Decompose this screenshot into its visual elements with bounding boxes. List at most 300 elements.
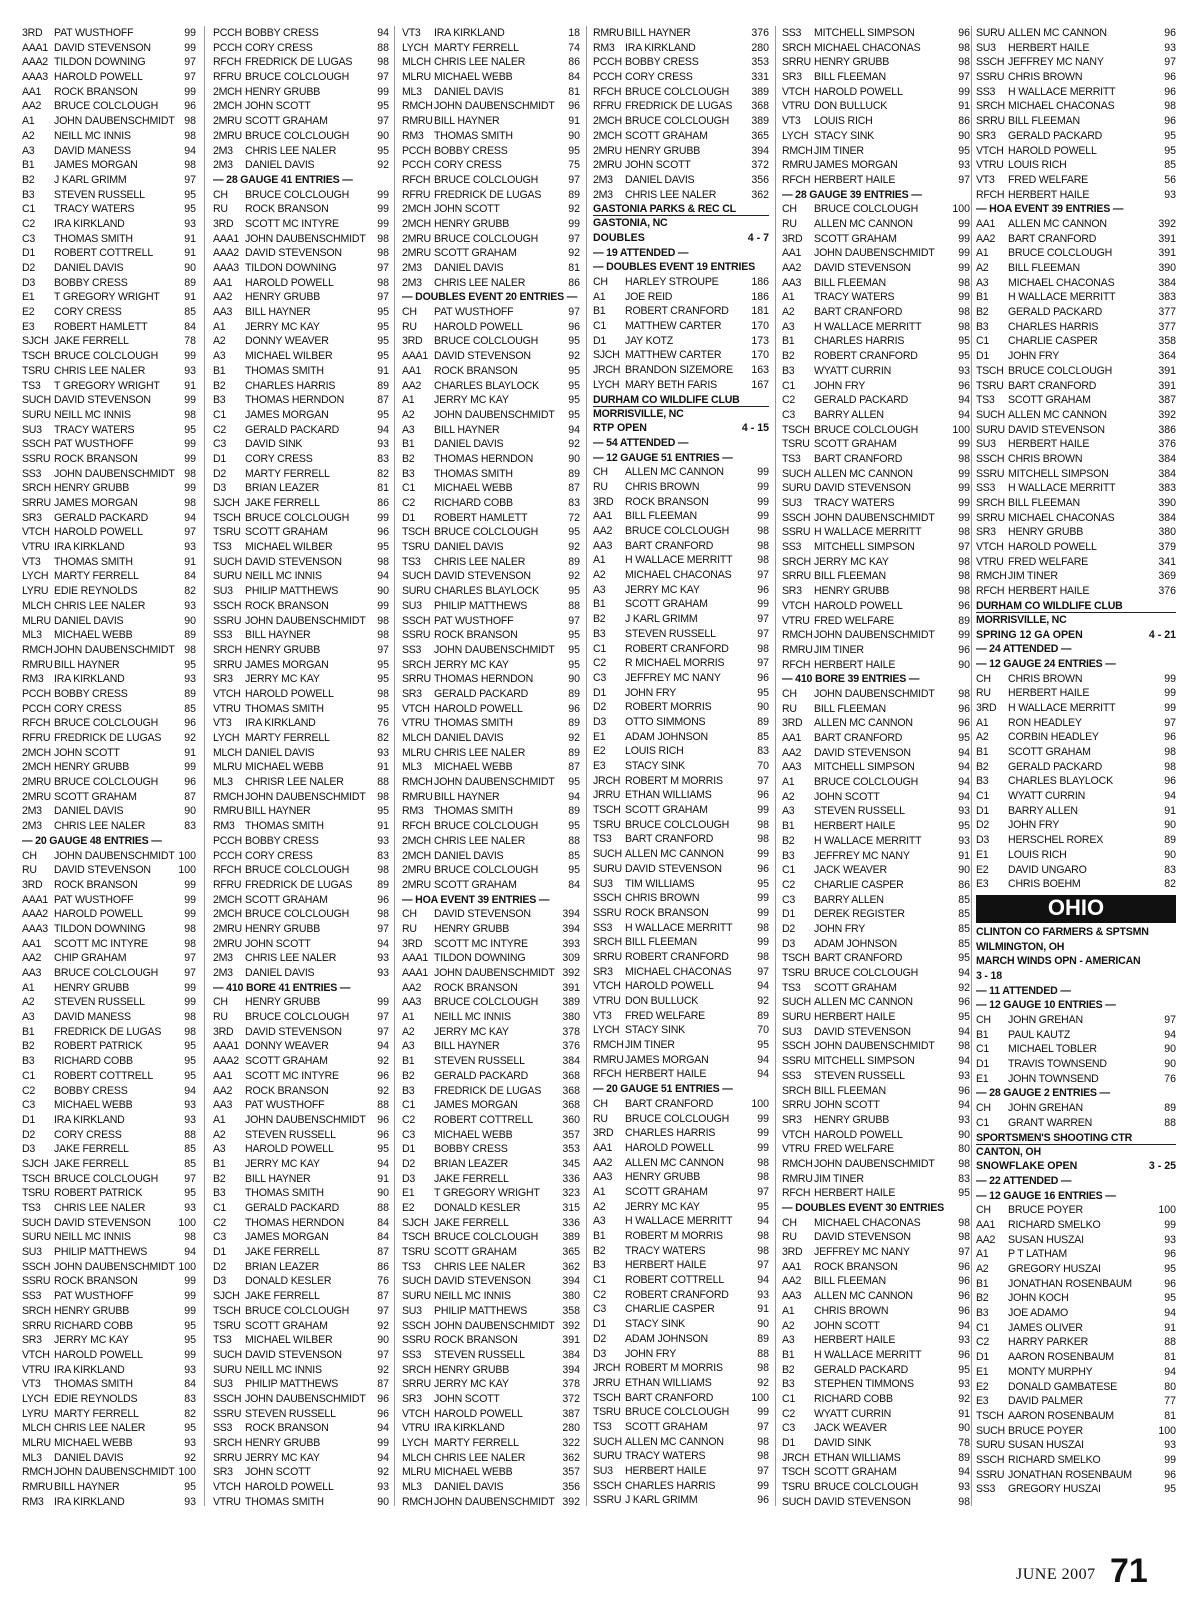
score: 90	[757, 1318, 769, 1331]
shooter-name: GERALD PACKARD	[1008, 760, 1103, 773]
class-code: B3	[782, 849, 795, 862]
shooter-name: JERRY MC KAY	[434, 1025, 509, 1038]
shooter-name: GREGORY HUSZAI	[1008, 1263, 1101, 1275]
class-code: PCCH	[593, 71, 622, 84]
result-row	[402, 1421, 580, 1436]
class-code: D2	[22, 1128, 35, 1141]
shooter-name: HERBERT HAILE	[1008, 41, 1090, 54]
class-code: MLCH	[402, 56, 431, 69]
shooter-name: ROCK BRANSON	[434, 364, 518, 377]
class-code: AA2	[22, 952, 42, 965]
class-code: SSCH	[22, 438, 51, 451]
result-row	[22, 261, 196, 276]
result-row	[213, 702, 389, 717]
shooter-name: JAMES MORGAN	[625, 1053, 709, 1066]
shooter-name: JERRY MC KAY	[625, 583, 700, 596]
class-code: TSRU	[782, 967, 810, 979]
score: 97	[184, 71, 196, 84]
shooter-name: BILL HAYNER	[434, 790, 500, 803]
class-code: LYCH	[402, 41, 429, 54]
class-code: D2	[782, 922, 795, 935]
score: 93	[958, 805, 970, 818]
class-code: SUCH	[782, 996, 811, 1009]
score: 94	[958, 790, 970, 803]
result-row	[402, 334, 580, 349]
shooter-name: SCOTT GRAHAM	[1008, 394, 1091, 407]
class-code: SSRU	[22, 1275, 51, 1288]
score: 100	[1158, 1204, 1176, 1217]
score: 92	[568, 541, 580, 554]
result-row	[402, 716, 580, 731]
results-column-5	[782, 26, 970, 1526]
class-code: SS3	[976, 85, 996, 98]
shooter-name: BARRY ALLEN	[1008, 804, 1078, 817]
result-row	[402, 672, 580, 687]
class-code: RMRU	[213, 805, 244, 818]
score: 94	[377, 1157, 389, 1170]
score: 88	[1164, 1116, 1176, 1129]
shooter-name: HERBERT HAILE	[1008, 438, 1090, 451]
shooter-name: JOHN DAUBENSCHMIDT	[434, 408, 555, 421]
class-code: 2MRU	[593, 144, 622, 157]
class-code: AA3	[782, 276, 802, 289]
result-row	[593, 26, 769, 41]
result-row	[213, 1054, 389, 1069]
score: 99	[184, 908, 196, 921]
score: 99	[958, 629, 970, 642]
score: 98	[377, 555, 389, 568]
result-row	[782, 1039, 970, 1054]
score: 93	[958, 364, 970, 377]
shooter-name: BRUCE COLCLOUGH	[245, 908, 350, 921]
result-row	[213, 1186, 389, 1201]
score: 391	[1158, 364, 1176, 377]
score: 94	[958, 967, 970, 979]
class-code: RMRU	[593, 1053, 624, 1066]
score: 96	[377, 526, 389, 539]
class-code: TSCH	[782, 952, 810, 965]
score: 91	[184, 247, 196, 260]
shooter-name: JOHN DAUBENSCHMIDT	[814, 687, 935, 700]
result-row	[213, 540, 389, 555]
class-code: A1	[213, 320, 226, 333]
score: 392	[1158, 408, 1176, 421]
class-code: 2MCH	[22, 761, 51, 774]
score: 89	[568, 746, 580, 759]
score: 170	[751, 320, 769, 333]
shooter-name: DAVID UNGARO	[1008, 863, 1087, 876]
result-row	[213, 276, 389, 291]
score: 97	[377, 71, 389, 84]
shooter-name: LOUIS RICH	[814, 115, 873, 128]
class-code: SU3	[593, 877, 613, 890]
score: 331	[751, 71, 769, 84]
score: 94	[757, 1068, 769, 1081]
shooter-name: ROCK BRANSON	[54, 878, 138, 891]
shooter-name: ROBERT COTTRELL	[54, 247, 154, 260]
score: 94	[568, 790, 580, 803]
score: 97	[958, 541, 970, 554]
class-code: PCCH	[213, 41, 242, 54]
class-code: SJCH	[22, 335, 49, 348]
result-row	[22, 452, 196, 467]
class-code: AAA1	[213, 232, 239, 245]
class-code: SS3	[213, 629, 233, 642]
class-code: RM3	[593, 41, 615, 54]
event-heading: — 19 ATTENDED —	[593, 246, 689, 259]
class-code: VT3	[593, 1009, 612, 1022]
result-row	[213, 423, 389, 438]
score: 76	[1164, 1072, 1176, 1085]
score: 97	[377, 262, 389, 274]
score: 391	[1158, 379, 1176, 392]
score: 98	[757, 539, 769, 552]
shooter-name: HAROLD POWELL	[245, 1481, 334, 1494]
shooter-name: CHARLES HARRIS	[814, 335, 905, 348]
class-code: VTRU	[22, 1363, 50, 1376]
class-code: D3	[22, 1143, 35, 1156]
shooter-name: JERRY MC KAY	[245, 1157, 320, 1170]
shoot-info: GASTONIA, NC	[593, 217, 668, 230]
score: 83	[184, 1392, 196, 1405]
score: 96	[757, 789, 769, 802]
score: 95	[1164, 1483, 1176, 1496]
result-row	[782, 1421, 970, 1436]
score: 70	[757, 760, 769, 772]
shooter-name: CHRIS LEE NALER	[434, 834, 526, 847]
shooter-name: MICHAEL WEBB	[434, 482, 513, 495]
shooter-name: ROCK BRANSON	[814, 1260, 898, 1273]
score: 81	[1164, 1351, 1176, 1364]
shooter-name: NEILL MC INNIS	[54, 1231, 131, 1244]
class-code: CH	[213, 188, 228, 201]
result-row	[782, 129, 970, 144]
result-row	[22, 1216, 196, 1231]
class-code: D2	[593, 701, 606, 714]
shooter-name: ETHAN WILLIAMS	[625, 1376, 712, 1389]
class-code: SJCH	[593, 349, 620, 362]
shooter-name: SUSAN HUSZAI	[1008, 1439, 1084, 1452]
class-code: RU	[593, 1112, 608, 1125]
score: 99	[377, 996, 389, 1009]
result-row	[402, 614, 580, 629]
score: 368	[562, 1084, 580, 1097]
score: 384	[1158, 467, 1176, 480]
shooter-name: SCOTT GRAHAM	[245, 526, 328, 539]
result-row	[22, 1230, 196, 1245]
shooter-name: ROCK BRANSON	[625, 906, 709, 919]
result-row	[22, 202, 196, 217]
shooter-name: HENRY GRUBB	[245, 1437, 321, 1449]
shooter-name: DAVID STEVENSON	[1008, 423, 1105, 436]
result-row	[593, 114, 769, 129]
shooter-name: RICHARD COBB	[54, 1319, 133, 1332]
result-row	[976, 1306, 1176, 1321]
score: 98	[958, 1495, 970, 1508]
class-code: SU3	[22, 423, 42, 436]
score: 94	[958, 746, 970, 759]
result-row	[976, 1380, 1176, 1395]
shooter-name: ALLEN MC CANNON	[814, 467, 913, 480]
class-code: B2	[22, 1040, 35, 1053]
score: 98	[377, 276, 389, 289]
result-row	[782, 261, 970, 276]
class-code: AA2	[593, 1156, 613, 1169]
score: 96	[757, 583, 769, 596]
result-row	[976, 305, 1176, 320]
result-row	[976, 1262, 1176, 1277]
score: 99	[757, 1479, 769, 1492]
score: 83	[184, 820, 196, 833]
class-code: 2MRU	[22, 776, 51, 789]
result-row	[782, 614, 970, 629]
class-code: SRCH	[593, 936, 622, 949]
score: 360	[562, 1113, 580, 1126]
score: 89	[184, 276, 196, 289]
score: 95	[1164, 144, 1176, 157]
class-code: A2	[976, 731, 989, 744]
class-code: RFCH	[402, 820, 431, 833]
shooter-name: CHRIS LEE NALER	[625, 188, 717, 201]
class-code: D1	[976, 1058, 989, 1071]
shooter-name: IRA KIRKLAND	[54, 541, 125, 554]
shooter-name: BRUCE COLCLOUGH	[54, 967, 159, 979]
class-code: VT3	[213, 717, 232, 730]
class-code: SRRU	[782, 1099, 811, 1112]
result-row	[22, 1142, 196, 1157]
class-code: SSRU	[782, 1055, 811, 1068]
class-code: RMCH	[402, 100, 433, 113]
score: 96	[377, 1407, 389, 1420]
class-code: 3RD	[593, 495, 614, 508]
class-code: SU3	[402, 599, 422, 612]
shooter-name: ROBERT CRANFORD	[625, 950, 729, 963]
shooter-name: MICHAEL CHACONAS	[1008, 276, 1115, 289]
class-code: 2M3	[22, 805, 42, 818]
result-row	[976, 114, 1176, 129]
shooter-name: ROBERT M MORRIS	[625, 774, 723, 787]
result-row	[402, 555, 580, 570]
score: 97	[757, 1420, 769, 1433]
shooter-name: H WALLACE MERRITT	[625, 921, 733, 934]
result-row	[782, 1216, 970, 1231]
class-code: RFRU	[593, 100, 622, 113]
shooter-name: ADAM JOHNSON	[814, 937, 897, 950]
score: 87	[377, 394, 389, 407]
class-code: C2	[976, 1336, 989, 1349]
shooter-name: MARTY FERRELL	[245, 467, 330, 480]
score: 97	[377, 115, 389, 128]
class-code: RMCH	[402, 776, 433, 789]
class-code: SSCH	[782, 1040, 811, 1053]
class-code: RMRU	[782, 1172, 813, 1185]
class-code: B3	[782, 1378, 795, 1391]
result-row	[22, 1274, 196, 1289]
shooter-name: DEREK REGISTER	[814, 908, 905, 921]
class-code: 2MRU	[593, 159, 622, 172]
score: 98	[757, 1156, 769, 1169]
result-row	[782, 1025, 970, 1040]
result-row	[976, 569, 1176, 584]
result-row	[22, 907, 196, 922]
result-row	[782, 555, 970, 570]
shooter-name: SCOTT MC INTYRE	[245, 1069, 339, 1082]
result-row	[976, 1218, 1176, 1233]
shooter-name: BOBBY CRESS	[54, 1084, 128, 1097]
score: 99	[757, 466, 769, 479]
score: 96	[184, 776, 196, 789]
class-code: A2	[213, 1128, 226, 1141]
score: 97	[184, 173, 196, 186]
shooter-name: RICHARD SMELKO	[1008, 1218, 1101, 1231]
result-row	[593, 1141, 769, 1156]
score: 93	[377, 1481, 389, 1494]
result-row	[593, 774, 769, 789]
result-row	[213, 1407, 389, 1422]
class-code: B3	[593, 1259, 606, 1272]
score: 95	[184, 1481, 196, 1494]
shooter-name: JAMES MORGAN	[814, 159, 898, 172]
shooter-name: BRUCE COLCLOUGH	[245, 188, 350, 201]
score: 92	[568, 247, 580, 260]
result-row	[402, 1289, 580, 1304]
shooter-name: DONNY WEAVER	[245, 1040, 329, 1053]
shooter-name: DAVID STEVENSON	[434, 350, 531, 363]
score: 387	[562, 1407, 580, 1420]
score: 90	[377, 1334, 389, 1347]
score: 96	[958, 27, 970, 39]
shooter-name: CHRIS LEE NALER	[434, 555, 526, 568]
class-code: A3	[213, 350, 226, 363]
result-row	[782, 907, 970, 922]
score: 92	[757, 995, 769, 1007]
score: 96	[568, 702, 580, 715]
score: 99	[757, 936, 769, 949]
class-code: SRRU	[593, 950, 622, 963]
score: 92	[377, 1055, 389, 1068]
shooter-name: BRUCE COLCLOUGH	[434, 173, 539, 186]
shooter-name: ROBERT CRANFORD	[814, 350, 918, 363]
result-row	[402, 408, 580, 423]
result-row	[593, 656, 769, 671]
class-code: MLRU	[22, 1437, 51, 1449]
shooter-name: JERRY MC KAY	[625, 1200, 700, 1213]
result-row	[402, 144, 580, 159]
shooter-name: H WALLACE MERRITT	[814, 834, 922, 847]
score: 90	[958, 1128, 970, 1141]
shooter-name: THOMAS SMITH	[434, 805, 513, 818]
class-code: SURU	[213, 570, 242, 583]
shooter-name: BRUCE COLCLOUGH	[814, 423, 919, 436]
shooter-name: HAROLD POWELL	[814, 85, 903, 98]
score: 88	[757, 1347, 769, 1360]
score: 368	[751, 100, 769, 113]
score: 100	[751, 1097, 769, 1110]
result-row	[782, 599, 970, 614]
result-row	[782, 217, 970, 232]
class-code: D1	[22, 247, 35, 260]
class-code: SRCH	[782, 1084, 811, 1097]
result-row	[593, 1200, 769, 1215]
class-code: RMCH	[22, 643, 53, 656]
shooter-name: MATTHEW CARTER	[625, 320, 722, 333]
score: 95	[184, 1334, 196, 1347]
class-code: VTCH	[782, 599, 810, 612]
score: 96	[958, 702, 970, 715]
class-code: SSRU	[782, 526, 811, 539]
score: 99	[757, 1141, 769, 1154]
class-code: AA3	[782, 1290, 802, 1303]
class-code: RM3	[402, 805, 424, 818]
shooter-name: CHARLES BLAYLOCK	[434, 379, 539, 392]
result-row	[402, 173, 580, 188]
score: 93	[1164, 1233, 1176, 1246]
shooter-name: DAVID SINK	[814, 1437, 872, 1449]
class-code: TSCH	[593, 804, 621, 817]
result-row	[213, 893, 389, 908]
shooter-name: BRUCE COLCLOUGH	[245, 511, 350, 524]
class-code: CH	[976, 672, 991, 685]
score: 89	[1164, 1102, 1176, 1115]
class-code: AAA2	[213, 1055, 239, 1068]
score: 97	[377, 1011, 389, 1024]
score: 86	[377, 1260, 389, 1273]
class-code: SR3	[22, 1334, 42, 1347]
score: 100	[1158, 1424, 1176, 1437]
score: 98	[958, 306, 970, 319]
result-row	[976, 1468, 1176, 1483]
score: 90	[757, 701, 769, 714]
shooter-name: FREDRICK DE LUGAS	[434, 1084, 542, 1097]
shooter-name: SCOTT MC INTYRE	[245, 217, 339, 230]
shooter-name: SCOTT GRAHAM	[1008, 746, 1091, 758]
score: 94	[958, 1055, 970, 1068]
result-row	[593, 1464, 769, 1479]
score: 98	[377, 687, 389, 700]
shooter-name: CHRIS LEE NALER	[54, 1202, 146, 1214]
score: 98	[184, 159, 196, 172]
shooter-name: ALLEN MC CANNON	[1008, 217, 1107, 230]
result-row	[782, 305, 970, 320]
score: 96	[1164, 71, 1176, 84]
shooter-name: JOHN DAUBENSCHMIDT	[434, 1319, 555, 1332]
shooter-name: BARRY ALLEN	[814, 408, 884, 421]
result-row	[22, 746, 196, 761]
shooter-name: IRA KIRKLAND	[54, 1495, 125, 1508]
result-row	[976, 334, 1176, 349]
shooter-name: BRUCE COLCLOUGH	[245, 129, 350, 142]
class-code: AAA2	[22, 908, 48, 921]
class-code: MLCH	[213, 746, 242, 759]
class-code: B2	[782, 350, 795, 363]
class-code: B3	[213, 394, 226, 407]
shooter-name: BART CRANFORD	[1008, 379, 1097, 392]
score: 93	[184, 1202, 196, 1214]
result-row	[22, 863, 196, 878]
result-row	[782, 99, 970, 114]
score: 378	[562, 1378, 580, 1391]
event-heading: — 24 ATTENDED —	[976, 643, 1072, 656]
result-row	[213, 305, 389, 320]
result-row	[976, 261, 1176, 276]
score: 99	[757, 1406, 769, 1419]
shooter-name: BRUCE COLCLOUGH	[625, 525, 730, 537]
score: 96	[184, 100, 196, 113]
event-heading: — 410 BORE 41 ENTRIES —	[213, 981, 351, 994]
shooter-name: BILL FLEEMAN	[814, 71, 886, 84]
score: 93	[184, 1495, 196, 1508]
shooter-name: JOHN FRY	[1008, 350, 1060, 363]
